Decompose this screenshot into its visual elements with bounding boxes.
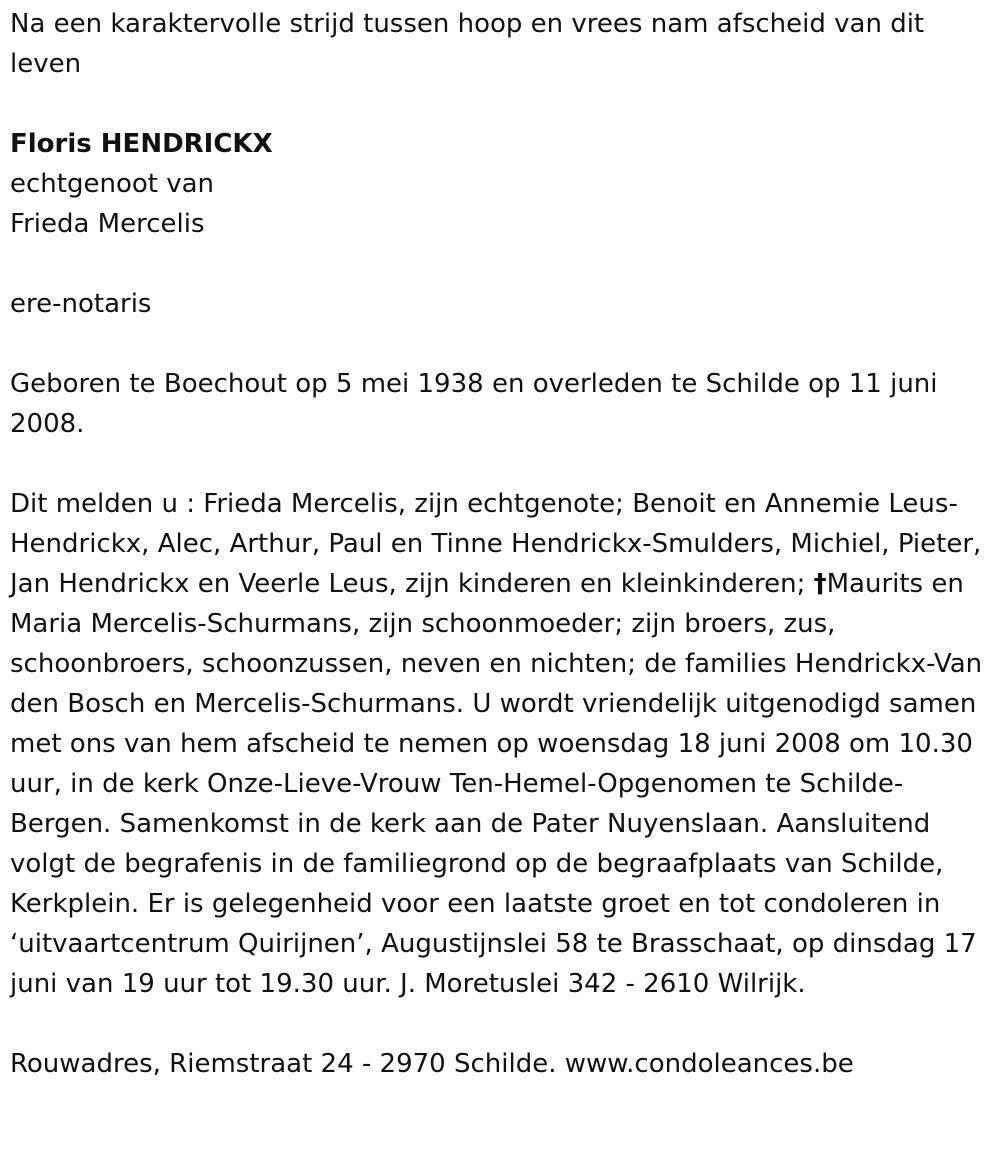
announcement-part-2: Maurits en Maria Mercelis-Schurmans, zijn schoonmoeder; zijn broers, zus, schoonbroers, schoonzussen, neven en nichten; de families Hendrickx-Van den Bosch en Mercelis-Schurmans. U wordt vriendelijk uitgenodigd samen met ons van hem afscheid te nemen op woensdag 18 juni 2008 om 10.30 uur, in de kerk Onze-Lieve-Vrouw Ten-Hemel-Opgenomen te Schilde-Bergen. Samenkomst in de kerk aan de Pater Nuyenslaan. Aansluitend volgt de begrafenis in de familiegrond op de begraafplaats van Schilde, Kerkplein. Er is gelegenheid voor een laatste groet en tot condoleren in ‘uitvaartcentrum Quirijnen’, Augustijnslei 58 te Brasschaat, op dinsdag 17 juni van 19 uur tot 19.30 uur. J. Moretuslei 342 - 2610 Wilrijk. [10, 569, 983, 999]
spacer [10, 1004, 990, 1044]
birth-death-text: Geboren te Boechout op 5 mei 1938 en overleden te Schilde op 11 juni 2008. [10, 369, 938, 439]
announcement-part-1: Dit melden u : Frieda Mercelis, zijn echtgenote; Benoit en Annemie Leus-Hendrickx, Alec, Arthur, Paul en Tinne Hendrickx-Smulders, Michiel, Pieter, Jan Hendrickx en Veerle Leus, zijn kinderen en kleinkinderen; [10, 489, 982, 599]
profession-text: ere-notaris [10, 289, 152, 319]
spacer [10, 244, 990, 284]
spacer [10, 84, 990, 124]
relation-text: echtgenoot van [10, 169, 215, 199]
spacer [10, 324, 990, 364]
deceased-name: Floris HENDRICKX [10, 129, 273, 159]
spacer [10, 444, 990, 484]
cross-icon: † [813, 569, 827, 599]
spouse-name: Frieda Mercelis [10, 209, 205, 239]
intro-text: Na een karaktervolle strijd tussen hoop en vrees nam afscheid van dit leven [10, 9, 925, 79]
announcement-text [10, 484, 990, 1004]
address-text: Rouwadres, Riemstraat 24 - 2970 Schilde. www.condoleances.be [10, 1049, 854, 1079]
